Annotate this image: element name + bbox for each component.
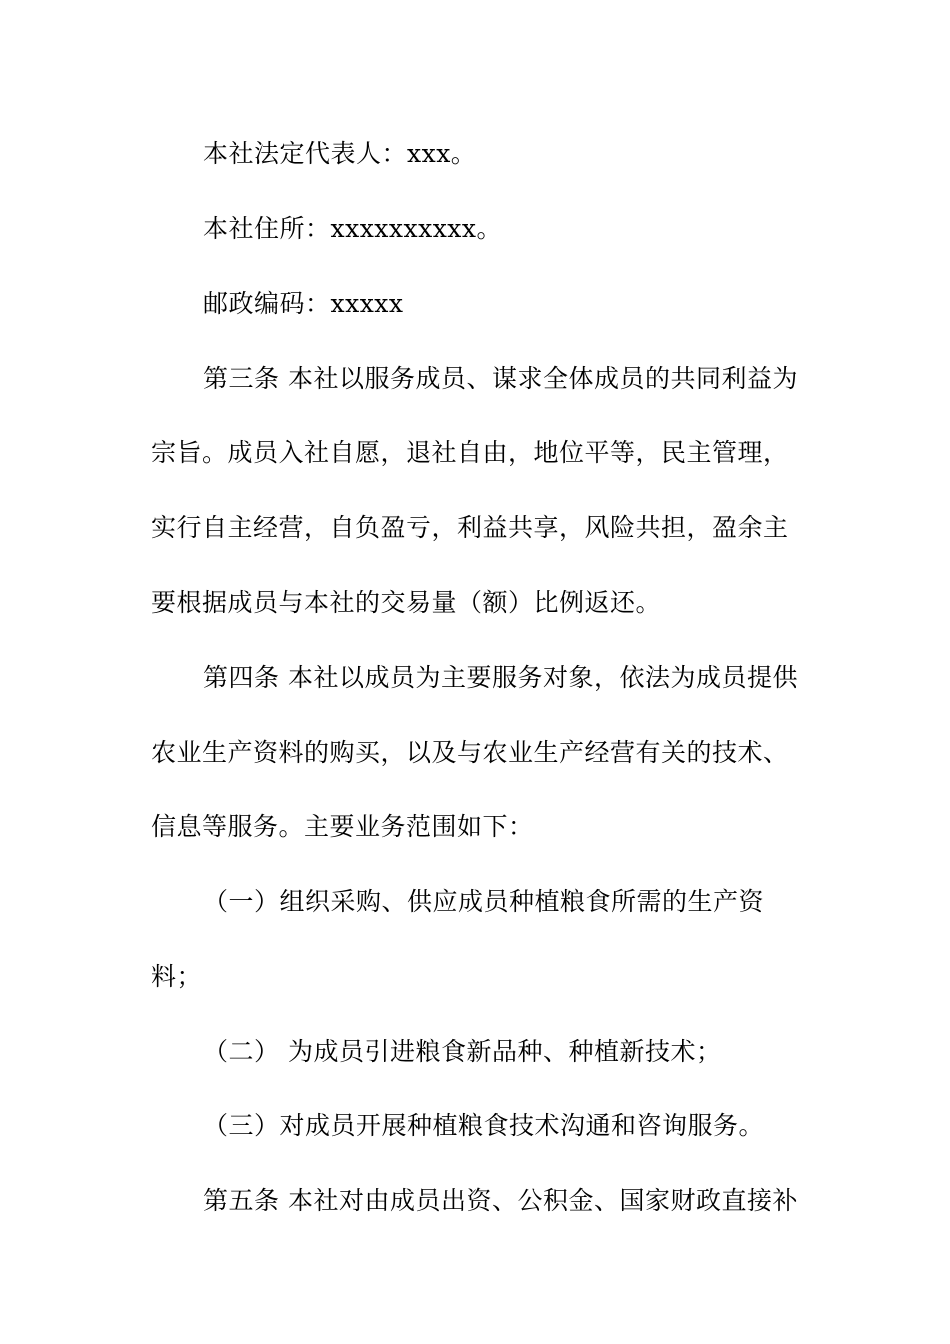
business-item-2: （二） 为成员引进粮食新品种、种植新技术；	[203, 1037, 722, 1066]
article-4-line-2: 农业生产资料的购买，以及与农业生产经营有关的技术、	[151, 738, 789, 767]
article-3-line-1: 第三条 本社以服务成员、谋求全体成员的共同利益为	[203, 364, 798, 393]
article-3-line-4: 要根据成员与本社的交易量（额）比例返还。	[151, 588, 662, 617]
postal-code-line: 邮政编码：xxxxx	[203, 289, 404, 318]
article-4-line-1: 第四条 本社以成员为主要服务对象，依法为成员提供	[203, 663, 798, 692]
article-4-line-3: 信息等服务。主要业务范围如下：	[151, 812, 534, 841]
business-item-1-line-1: （一）组织采购、供应成员种植粮食所需的生产资	[203, 887, 765, 916]
legal-representative-line: 本社法定代表人：xxx。	[203, 139, 477, 168]
article-3-line-3: 实行自主经营，自负盈亏，利益共享，风险共担，盈余主	[151, 513, 789, 542]
business-item-1-line-2: 料；	[151, 962, 203, 991]
article-3-line-2: 宗旨。成员入社自愿，退社自由，地位平等，民主管理，	[151, 438, 789, 467]
business-item-3: （三）对成员开展种植粮食技术沟通和咨询服务。	[203, 1111, 765, 1140]
address-line: 本社住所：xxxxxxxxxx。	[203, 214, 502, 243]
article-5-line-1: 第五条 本社对由成员出资、公积金、国家财政直接补	[203, 1186, 798, 1215]
